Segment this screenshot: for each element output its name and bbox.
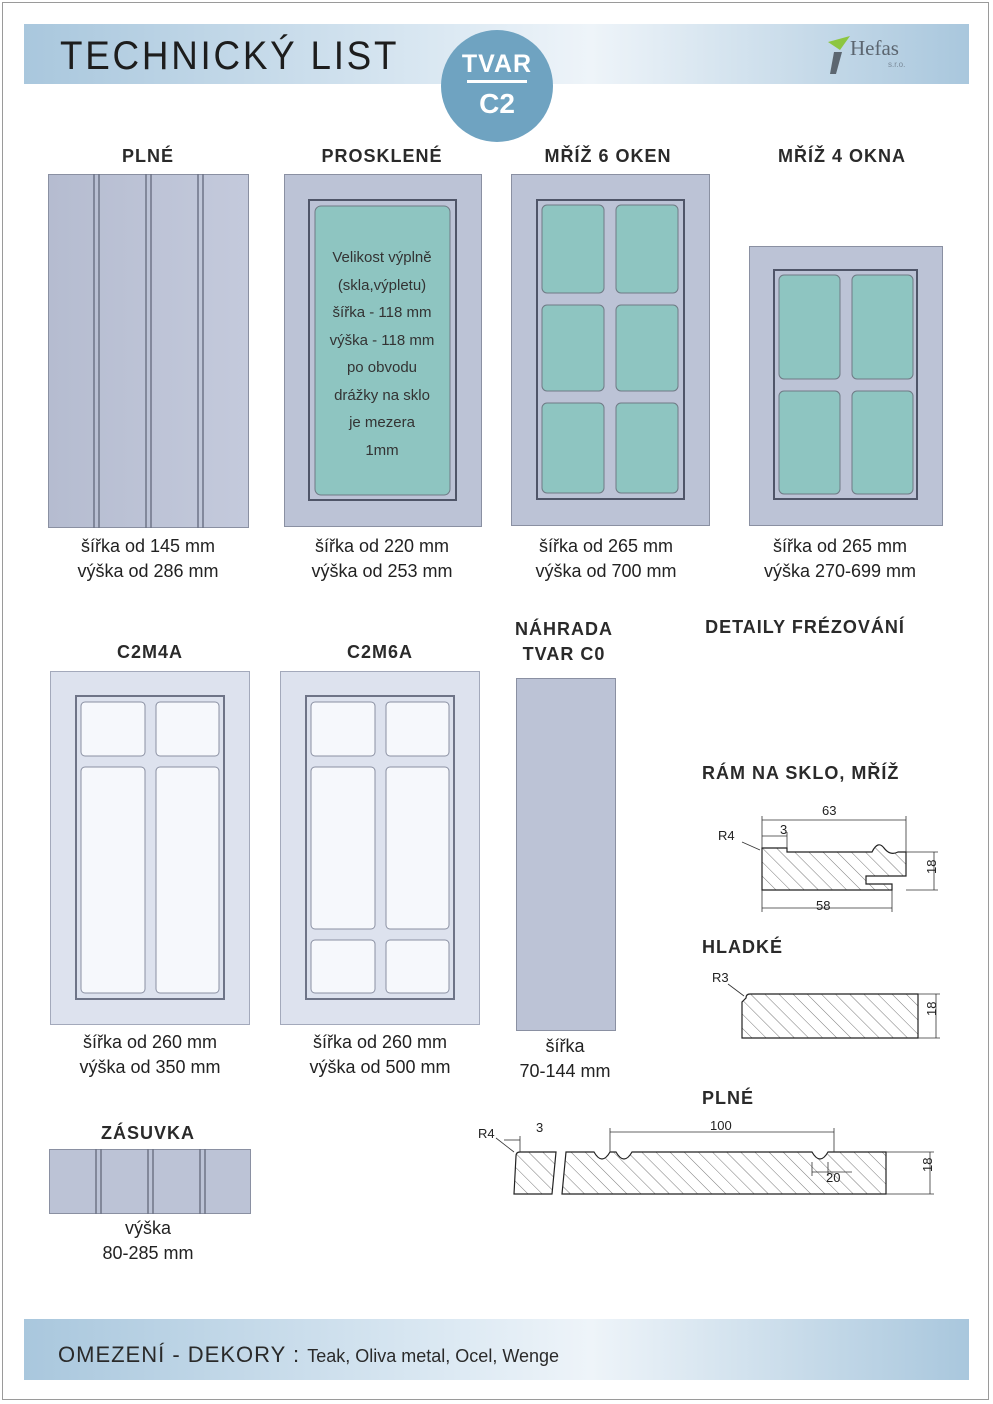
caption-height: výška od 350 mm bbox=[79, 1057, 221, 1077]
heading-nahrada bbox=[494, 617, 634, 667]
heading-ram-detail: RÁM NA SKLO, MŘÍŽ bbox=[702, 763, 900, 783]
panel-zasuvka bbox=[49, 1149, 251, 1214]
dim-height: 18 bbox=[924, 1001, 939, 1016]
note-line: po obvodu bbox=[346, 359, 418, 376]
caption-height: výška od 253 mm bbox=[311, 561, 453, 581]
note-line: (skla,výpletu) bbox=[337, 276, 427, 294]
caption-zasuvka bbox=[48, 1216, 248, 1266]
dim-span: 100 bbox=[710, 1118, 732, 1133]
caption-width: šířka od 145 mm bbox=[80, 536, 216, 556]
note-line: 1mm bbox=[365, 441, 399, 459]
note-line: je mezera bbox=[349, 414, 415, 431]
caption-range: 70-144 mm bbox=[519, 1061, 611, 1081]
caption-mriz4 bbox=[740, 534, 940, 584]
caption-range: 80-285 mm bbox=[102, 1243, 194, 1263]
note-line: výška - 118 mm bbox=[329, 331, 435, 349]
heading-zasuvka: ZÁSUVKA bbox=[100, 1123, 195, 1143]
shape-badge bbox=[441, 30, 553, 142]
caption-width: šířka od 265 mm bbox=[772, 536, 908, 556]
profile-plne-drawing bbox=[476, 1114, 938, 1198]
heading-line: TVAR C0 bbox=[522, 644, 606, 664]
caption-height: výška od 286 mm bbox=[77, 561, 219, 581]
profile-ram-drawing bbox=[712, 798, 942, 918]
caption-nahrada bbox=[494, 1034, 636, 1084]
logo-text: Hefas bbox=[850, 36, 899, 60]
footer-restriction bbox=[58, 1342, 559, 1368]
caption-width: šířka od 260 mm bbox=[312, 1032, 448, 1052]
heading-mriz6: MŘÍŽ 6 OKEN bbox=[544, 146, 672, 166]
panel-c2m4a bbox=[50, 671, 250, 1025]
caption-width: šířka od 265 mm bbox=[538, 536, 674, 556]
panel-mriz6 bbox=[511, 174, 710, 526]
heading-plne-detail: PLNÉ bbox=[702, 1088, 755, 1108]
profile-hladke-drawing bbox=[708, 966, 942, 1042]
heading-c2m6a: C2M6A bbox=[346, 642, 413, 662]
page-title: TECHNICKÝ LIST bbox=[60, 34, 400, 78]
dim-radius: R4 bbox=[718, 828, 735, 843]
caption-c2m4a bbox=[50, 1030, 250, 1080]
caption-height: výška 270-699 mm bbox=[763, 561, 917, 581]
caption-label: výška bbox=[124, 1218, 171, 1238]
panel-plne bbox=[48, 174, 249, 528]
badge-code: C2 bbox=[479, 88, 515, 119]
dim-small: 3 bbox=[536, 1120, 544, 1135]
caption-height: výška od 500 mm bbox=[309, 1057, 451, 1077]
badge-label: TVAR bbox=[461, 50, 533, 78]
dim-groove: 20 bbox=[826, 1170, 841, 1185]
caption-width: šířka bbox=[545, 1036, 585, 1056]
caption-plne bbox=[48, 534, 248, 584]
heading-line: NÁHRADA bbox=[515, 619, 613, 639]
heading-prosklene: PROSKLENÉ bbox=[321, 146, 443, 166]
caption-width: šířka od 220 mm bbox=[314, 536, 450, 556]
caption-width: šířka od 260 mm bbox=[82, 1032, 218, 1052]
badge-divider bbox=[467, 80, 527, 83]
caption-prosklene bbox=[282, 534, 482, 584]
panel-nahrada bbox=[516, 678, 616, 1031]
note-line: Velikost výplně bbox=[332, 249, 432, 266]
dim-radius: R3 bbox=[712, 970, 729, 985]
caption-mriz6 bbox=[506, 534, 706, 584]
dim-height: 18 bbox=[920, 1157, 935, 1172]
dim-top: 63 bbox=[822, 803, 837, 818]
caption-height: výška od 700 mm bbox=[535, 561, 677, 581]
company-logo bbox=[826, 34, 916, 76]
footer-decors: Teak, Oliva metal, Ocel, Wenge bbox=[307, 1346, 560, 1366]
heading-hladke-detail: HLADKÉ bbox=[702, 937, 783, 957]
dim-small: 3 bbox=[780, 822, 788, 837]
dim-radius: R4 bbox=[478, 1126, 495, 1141]
dim-bottom: 58 bbox=[816, 898, 831, 913]
note-line: drážky na sklo bbox=[334, 386, 430, 404]
heading-plne: PLNÉ bbox=[121, 146, 174, 166]
logo-subtext: s.r.o. bbox=[888, 60, 906, 69]
heading-c2m4a: C2M4A bbox=[116, 642, 183, 662]
heading-details: DETAILY FRÉZOVÁNÍ bbox=[705, 617, 905, 637]
panel-c2m6a bbox=[280, 671, 480, 1025]
caption-c2m6a bbox=[280, 1030, 480, 1080]
panel-mriz4 bbox=[749, 246, 943, 526]
note-line: šířka - 118 mm bbox=[332, 304, 432, 321]
footer-label: OMEZENÍ - DEKORY : bbox=[58, 1342, 301, 1367]
glass-size-note bbox=[316, 244, 448, 464]
dim-height: 18 bbox=[924, 859, 939, 874]
heading-mriz4: MŘÍŽ 4 OKNA bbox=[778, 146, 906, 166]
